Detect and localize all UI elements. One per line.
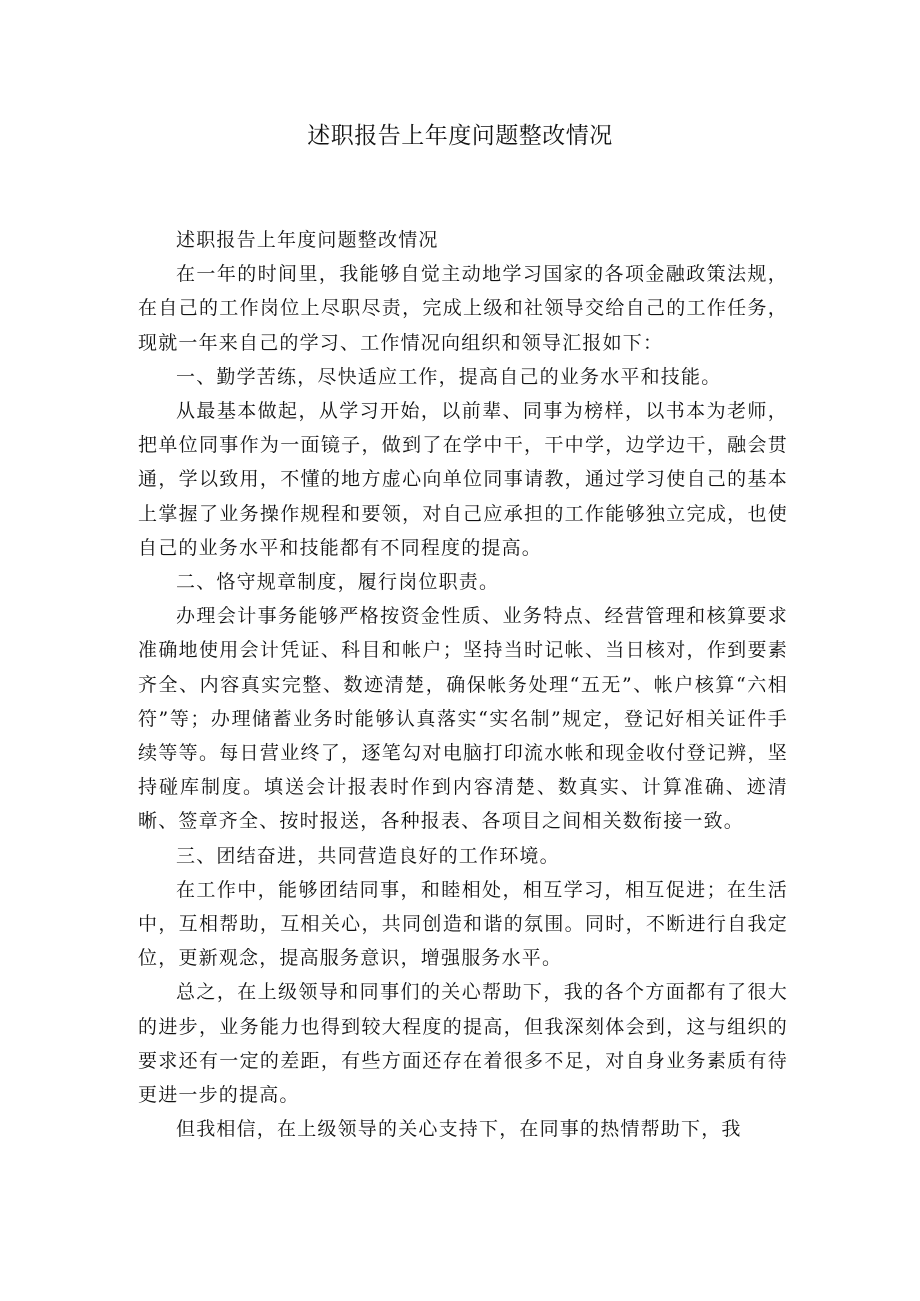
document-body bbox=[138, 223, 788, 1146]
paragraph-summary: 总之，在上级领导和同事们的关心帮助下，我的各个方面都有了很大的进步，业务能力也得到较大程度的提高，但我深刻体会到，这与组织的要求还有一定的差距，有些方面还存在着很多不足，对自身业务素质有待更进一步的提高。 bbox=[138, 981, 788, 1107]
document-title: 述职报告上年度问题整改情况 bbox=[307, 123, 613, 149]
section-heading-2: 二、恪守规章制度，履行岗位职责。 bbox=[176, 571, 500, 594]
paragraph-accounting: 办理会计事务能够严格按资金性质、业务特点、经营管理和核算要求准确地使用会计凭证、科目和帐户；坚持当时记帐、当日核对，作到要素齐全、内容真实完整、数迹清楚，确保帐务处理“五无”、帐户核算“六相符”等；办理储蓄业务时能够认真落实“实名制”规定，登记好相关证件手续等等。每日营业终了，逐笔勾对电脑打印流水帐和现金收付登记辨，坚持碰库制度。填送会计报表时作到内容清楚、数真实、计算准确、迹清晰、签章齐全、按时报送，各种报表、各项目之间相关数衔接一致。 bbox=[138, 605, 788, 833]
paragraph-study: 从最基本做起，从学习开始，以前辈、同事为榜样，以书本为老师，把单位同事作为一面镜子，做到了在学中干，干中学，边学边干，融会贯通，学以致用，不懂的地方虚心向单位同事请教，通过学习使自己的基本上掌握了业务操作规程和要领，对自己应承担的工作能够独立完成，也使自己的业务水平和技能都有不同程度的提高。 bbox=[138, 400, 788, 559]
section-heading-3: 三、团结奋进，共同营造良好的工作环境。 bbox=[176, 844, 560, 867]
paragraph-intro: 在一年的时间里，我能够自觉主动地学习国家的各项金融政策法规，在自己的工作岗位上尽职尽责，完成上级和社领导交给自己的工作任务，现就一年来自己的学习、工作情况向组织和领导汇报如下： bbox=[138, 263, 788, 354]
paragraph-teamwork: 在工作中，能够团结同事，和睦相处，相互学习，相互促进；在生活中，互相帮助，互相关心，共同创造和谐的氛围。同时，不断进行自我定位，更新观念，提高服务意识，增强服务水平。 bbox=[138, 878, 788, 970]
paragraph-closing: 但我相信，在上级领导的关心支持下，在同事的热情帮助下，我 bbox=[176, 1118, 742, 1141]
body-subtitle: 述职报告上年度问题整改情况 bbox=[176, 229, 439, 251]
section-heading-1: 一、勤学苦练，尽快适应工作，提高自己的业务水平和技能。 bbox=[176, 365, 722, 388]
